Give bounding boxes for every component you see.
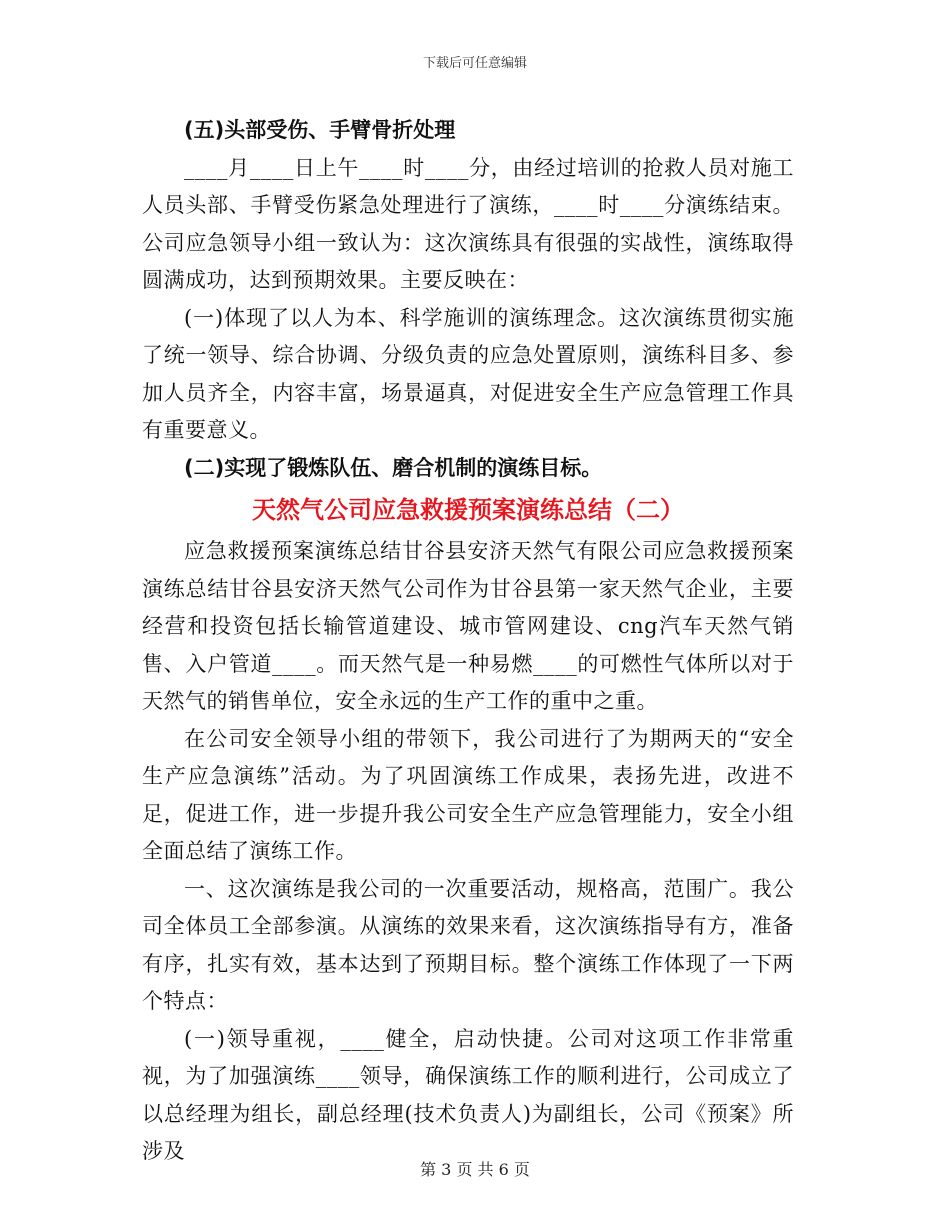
paragraph-point-1: (一)体现了以人为本、科学施训的演练理念。这次演练贯彻实施了统一领导、综合协调、分级负责的应急处置原则，演练科目多、参加人员齐全，内容丰富，场景逼真，对促进安全生产应急管理工作具有重要意义。 [142,305,794,442]
paragraph-leadership: 在公司安全领导小组的带领下，我公司进行了为期两天的“安全生产应急演练”活动。为了巩固演练工作成果，表扬先进，改进不足，促进工作，进一步提升我公司安全生产应急管理能力，安全小组全面总结了演练工作。 [142,726,794,863]
paragraph-section-one: 一、这次演练是我公司的一次重要活动，规格高，范围广。我公司全体员工全部参演。从演练的效果来看，这次演练指导有方，准备有序，扎实有效，基本达到了预期目标。整个演练工作体现了一下两个特点： [142,876,794,1013]
document-body [142,112,794,1171]
section-title: 天然气公司应急救援预案演练总结（二） [252,496,684,524]
section-heading-5: (五)头部受伤、手臂骨折处理 [184,118,456,142]
heading-point-2: (二)实现了锻炼队伍、磨合机制的演练目标。 [184,455,603,480]
paragraph-intro: 应急救援预案演练总结甘谷县安济天然气有限公司应急救援预案演练总结甘谷县安济天然气公司作为甘谷县第一家天然气企业，主要经营和投资包括长输管道建设、城市管网建设、cng汽车天然气销售、入户管道____。而天然气是一种易燃____的可燃性气体所以对于天然气的销售单位，安全永远的生产工作的重中之重。 [142,539,794,713]
page-header: 下载后可任意编辑 [422,56,527,71]
paragraph-lead-attention: (一)领导重视，____健全，启动快捷。公司对这项工作非常重视，为了加强演练____领导，确保演练工作的顺利进行，公司成立了以总经理为组长，副总经理(技术负责人)为副组长，公司《预案》所涉及 [142,1026,794,1163]
page-number: 第 3 页 共 6 页 [420,1160,530,1179]
paragraph-drill-summary: ____月____日上午____时____分，由经过培训的抢救人员对施工人员头部、手臂受伤紧急处理进行了演练，____时____分演练结束。公司应急领导小组一致认为：这次演练具有很强的实战性，演练取得圆满成功，达到预期效果。主要反映在： [142,155,794,292]
